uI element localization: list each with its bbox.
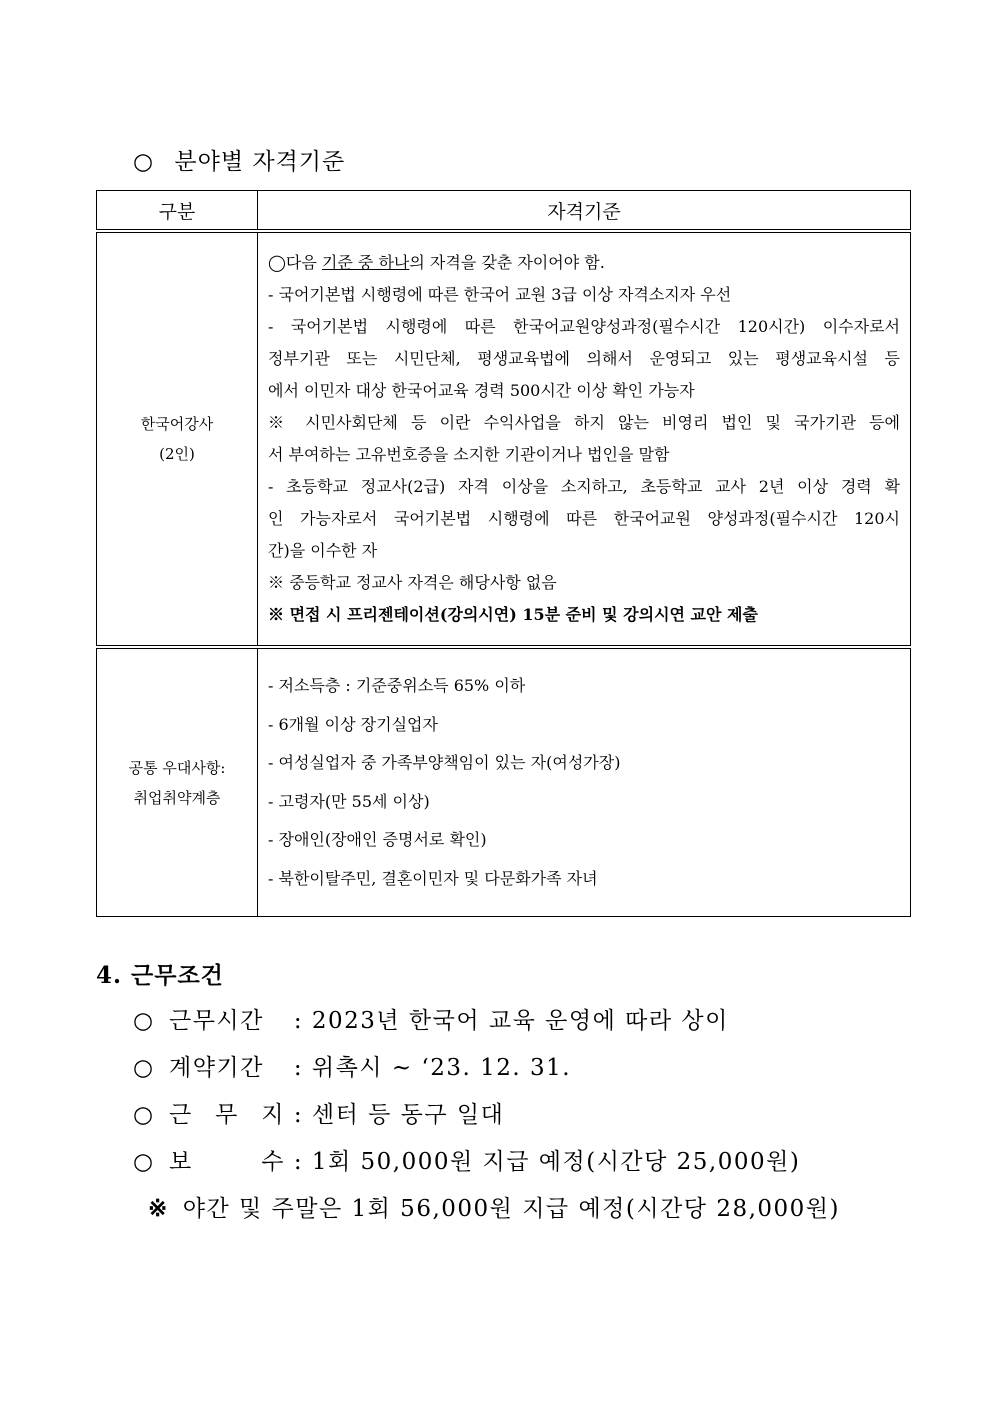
table-header-category: 구분 [97,191,258,232]
work-item-label: 근 무 지 [169,1102,285,1128]
criteria-line: - 국어기본법 시행령에 따른 한국어교원양성과정(필수시간 120시간) 이수자로서 [268,317,900,336]
criteria-line: 서 부여하는 고유번호증을 소지한 기관이거나 법인을 말함 [268,445,670,464]
work-item-label: 보 수 [169,1149,285,1175]
criteria-line: - 초등학교 정교사(2급) 자격 이상을 소지하고, 초등학교 교사 2년 이상 경력 확 [268,477,900,496]
work-note-text: 야간 및 주말은 1회 56,000원 지급 예정(시간당 28,000원) [182,1196,840,1222]
preference-cell [258,647,911,917]
criteria-line: 인 가능자로서 국어기본법 시행령에 따른 한국어교원 양성과정(필수시간 120시 [268,509,900,528]
circle-bullet-icon: ○ [133,1149,155,1175]
criteria-line: 에서 이민자 대상 한국어교육 경력 500시간 이상 확인 가능자 [268,381,695,400]
criteria-line: ※ 중등학교 정교사 자격은 해당사항 없음 [268,573,557,592]
work-item-label: 계약기간 [169,1055,264,1081]
circle-bullet-icon: ○ [133,149,155,175]
category-cell [97,231,258,647]
category-label: 한국어강사 [140,415,214,433]
work-item-pay [133,1143,800,1176]
table-row [97,647,911,917]
preference-line: - 여성실업자 중 가족부양책임이 있는 자(여성가장) [268,753,621,772]
circle-bullet-icon: ○ [133,1102,155,1128]
circle-bullet-icon: ○ [133,1055,155,1081]
criteria-line: ◯다음 기준 중 하나의 자격을 갖춘 자이어야 함. [268,253,605,272]
criteria-line: 간)을 이수한 자 [268,541,378,560]
criteria-line: ※ 시민사회단체 등 이란 수익사업을 하지 않는 비영리 법인 및 국가기관 등에 [268,413,900,432]
work-note [148,1190,840,1223]
section-title [133,143,345,176]
preference-line: - 북한이탈주민, 결혼이민자 및 다문화가족 자녀 [268,868,598,888]
work-item-hours [133,1002,729,1035]
table-header-criteria: 자격기준 [258,191,911,232]
category-cell [97,647,258,917]
preference-line: - 6개월 이상 장기실업자 [268,714,438,734]
work-item-contract [133,1049,571,1082]
criteria-cell [258,231,911,647]
category-sublabel: 취업취약계층 [133,788,221,807]
preference-line: - 장애인(장애인 증명서로 확인) [268,830,487,849]
work-item-value: : 위촉시 ~ ‘23. 12. 31. [293,1055,572,1081]
work-conditions-heading: 4. 근무조건 [96,962,224,989]
criteria-line: - 국어기본법 시행령에 따른 한국어 교원 3급 이상 자격소지자 우선 [268,285,732,304]
criteria-line-emphasis: ※ 면접 시 프리젠테이션(강의시연) 15분 준비 및 강의시연 교안 제출 [268,605,758,624]
work-item-value: : 센터 등 동구 일대 [293,1102,505,1128]
category-sublabel: (2인) [159,445,195,463]
work-item-label: 근무시간 [169,1008,264,1034]
circle-bullet-icon: ○ [133,1008,155,1034]
preference-line: - 저소득층 : 기준중위소득 65% 이하 [268,676,526,695]
work-item-location [133,1096,504,1129]
table-row [97,231,911,647]
preference-line: - 고령자(만 55세 이상) [268,791,430,811]
qualification-table [96,190,911,917]
reference-mark-icon: ※ [148,1195,169,1222]
table-header-row [97,191,911,232]
category-label: 공통 우대사항: [128,758,226,777]
work-item-value: : 1회 50,000원 지급 예정(시간당 25,000원) [293,1149,801,1175]
work-item-value: : 2023년 한국어 교육 운영에 따라 상이 [293,1008,729,1034]
criteria-line: 정부기관 또는 시민단체, 평생교육법에 의해서 운영되고 있는 평생교육시설 등 [268,349,900,368]
section-title-text: 분야별 자격기준 [174,149,346,175]
